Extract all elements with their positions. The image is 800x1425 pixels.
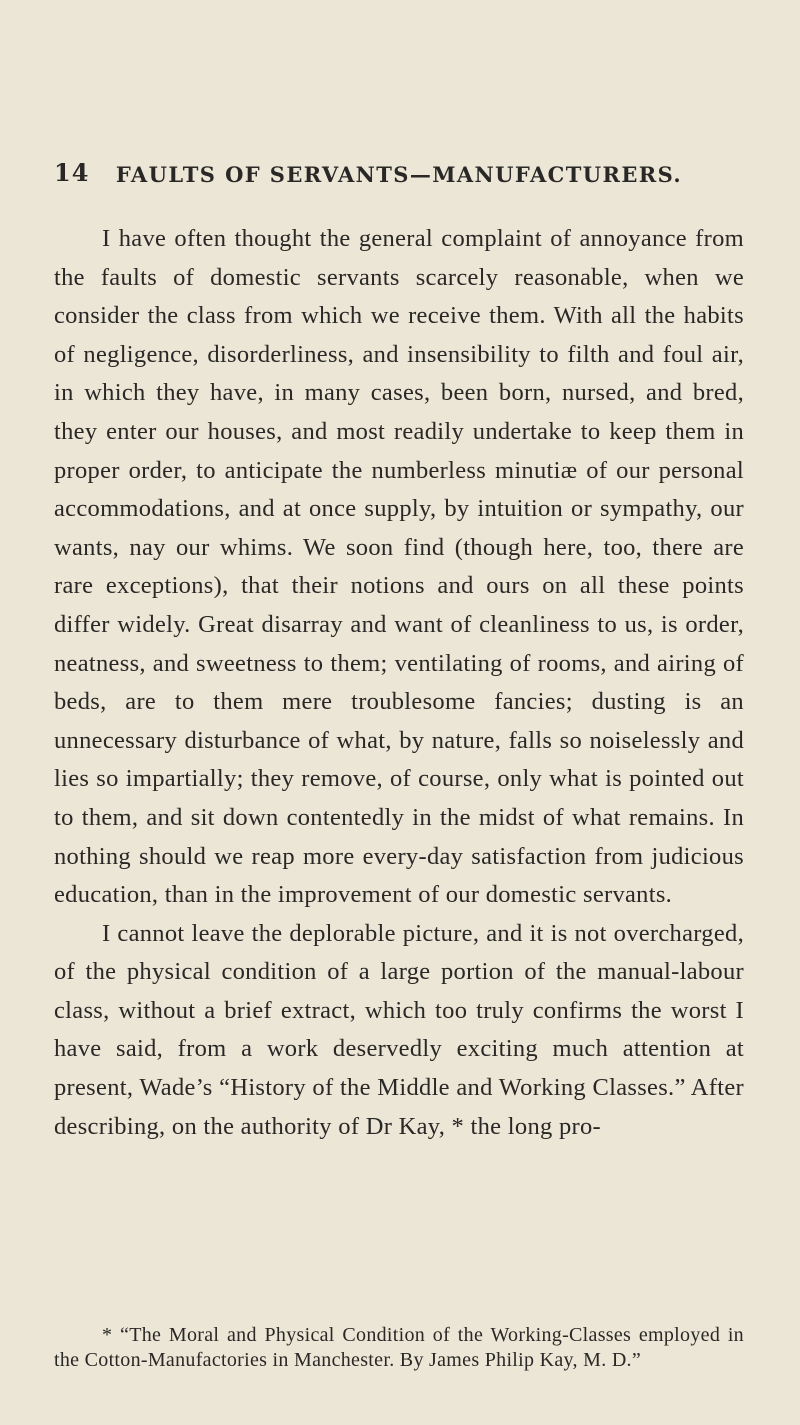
page-number: 14 bbox=[54, 158, 90, 187]
page-header bbox=[54, 158, 744, 198]
footnote: * “The Moral and Physical Condition of the Working-Classes employed in the Cotton-Manufactories in Manchester. By James Philip Kay, M. D.” bbox=[54, 1324, 744, 1371]
running-title: FAULTS OF SERVANTS—MANUFACTURERS. bbox=[115, 162, 683, 187]
body-text bbox=[54, 220, 744, 1146]
paragraph: I have often thought the general complaint of annoyance from the faults of domestic servants scarcely reasonable, when we consider the class from which we receive them. With all the habits of negligence, disorderliness, and insensibility to filth and foul air, in which they have, in many cases, been born, nursed, and bred, they enter our houses, and most readily undertake to keep them in proper order, to anticipate the numberless minutiæ of our personal accommodations, and at once supply, by intuition or sympathy, our wants, nay our whims. We soon find (though here, too, there are rare exceptions), that their notions and ours on all these points differ widely. Great disarray and want of cleanliness to us, is order, neatness, and sweetness to them; ventilating of rooms, and airing of beds, are to them mere troublesome fancies; dusting is an unnecessary disturbance of what, by nature, falls so noiselessly and lies so impartially; they remove, of course, only what is pointed out to them, and sit down contentedly in the midst of what remains. In nothing should we reap more every-day satisfaction from judicious education, than in the improvement of our domestic servants. bbox=[54, 225, 744, 909]
paragraph: I cannot leave the deplorable picture, and it is not overcharged, of the physical condition of a large portion of the manual-labour class, without a brief extract, which too truly confirms the worst I have said, from a work deservedly exciting much attention at present, Wade’s “History of the Middle and Working Classes.” After describing, on the authority of Dr Kay, * the long pro- bbox=[54, 919, 744, 1140]
